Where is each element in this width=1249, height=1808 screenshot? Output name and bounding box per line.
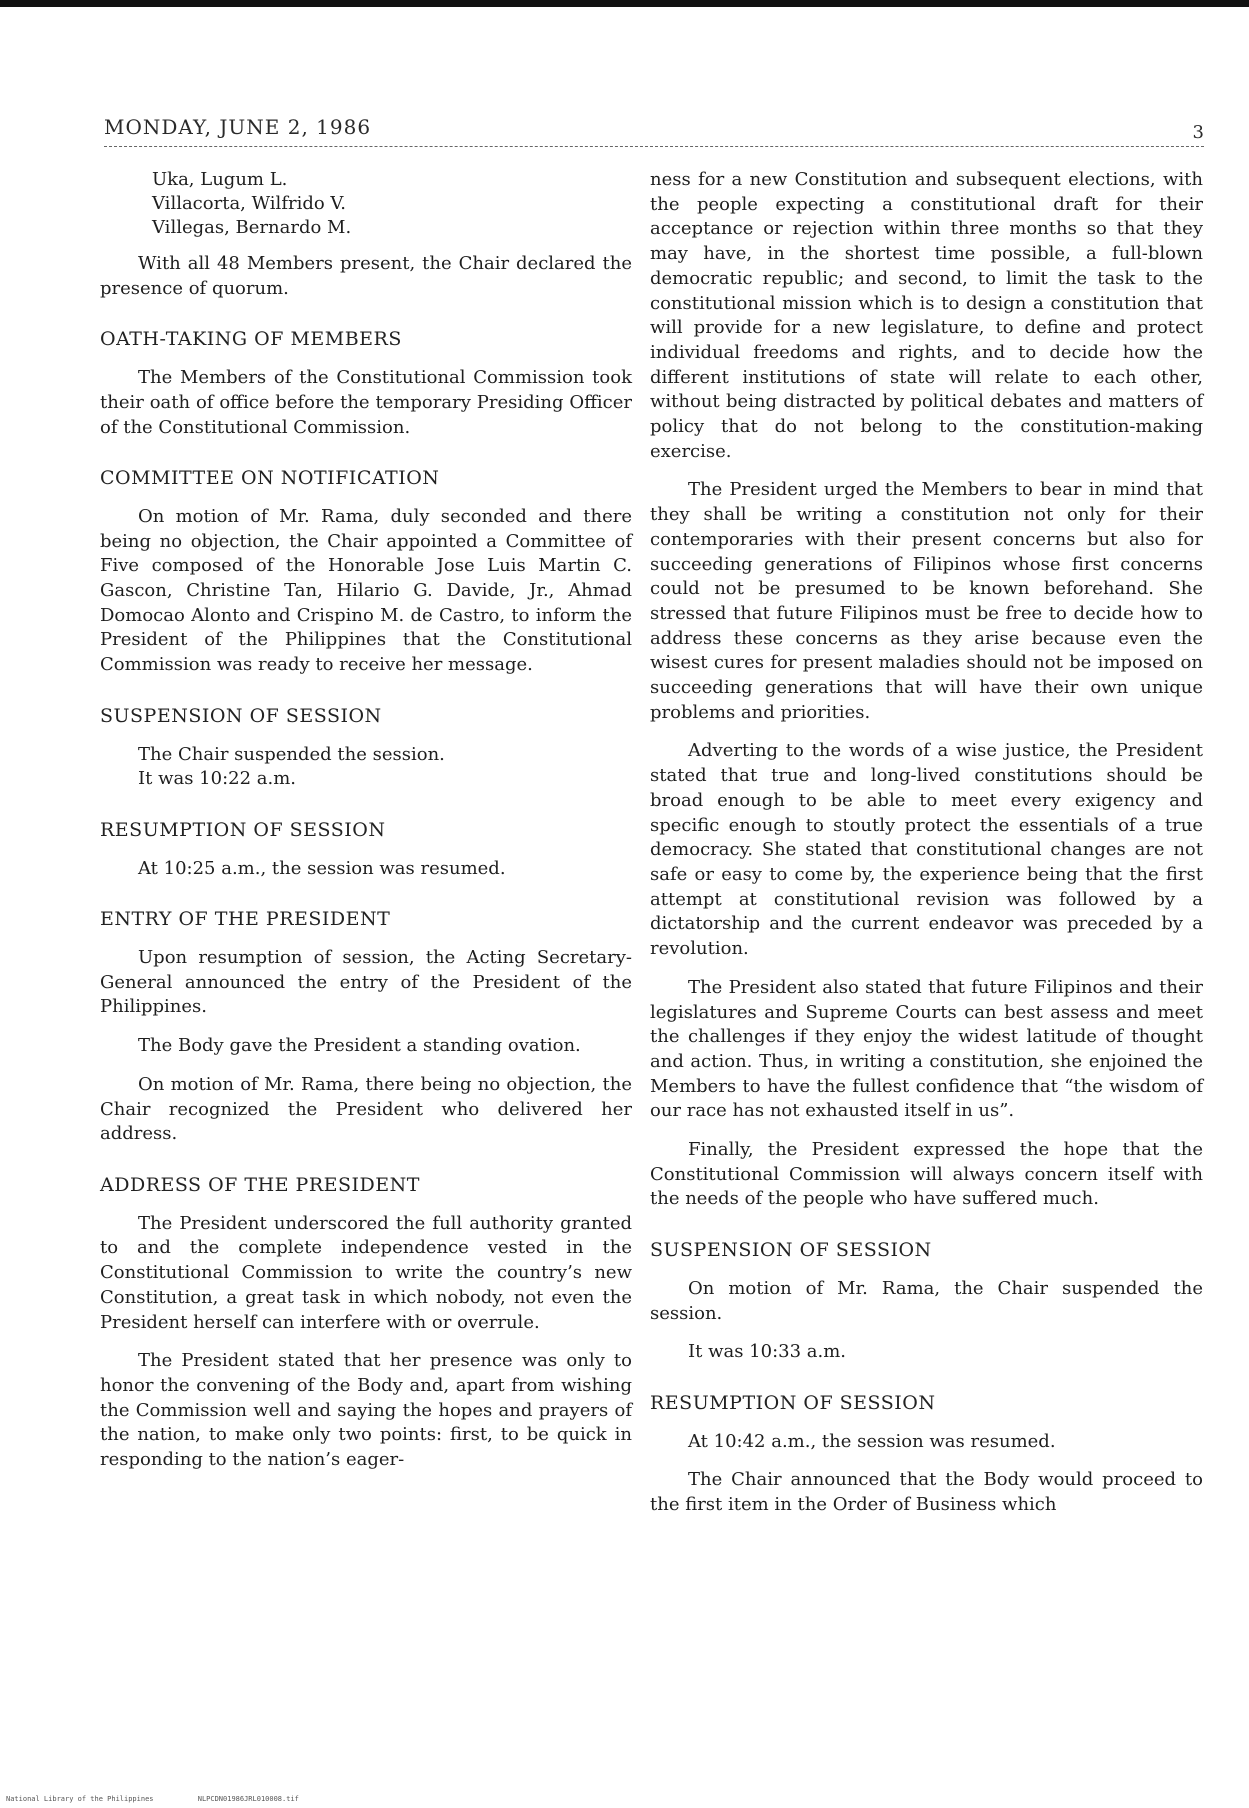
continued-paragraph: ness for a new Constitution and subsequent elections, with the people expecting a constitutional draft for their acceptance or rejection within three months so that they may have, in the shortest time possible, a full-blown democratic republic; and second, to limit the task to the constitutional mission which is to design a constitution that will provide for a new legislature, to define and protect individual freedoms and rights, and to decide how the different institutions of state will relate to each other, without being distracted by political debates and matters of policy that do not belong to the constitution-making exercise. bbox=[650, 169, 1203, 462]
adverting-paragraph: Adverting to the words of a wise justice, the President stated that true and long-lived constitutions should be broad enough to be able to meet every exigency and specific enough to stoutly protect the essentials of a true democracy. She stated that constitutional changes are not safe or easy to come by, the experience being that the first attempt at constitutional revision was followed by a dictatorship and the current endeavor was preceded by a revolution. bbox=[650, 740, 1203, 960]
section-heading-address: ADDRESS OF THE PRESIDENT bbox=[100, 1173, 420, 1196]
left-column bbox=[100, 168, 632, 1487]
future-paragraph: The President also stated that future Filipinos and their legislatures and Supreme Courts can best assess and meet the challenges if they enjoy the widest latitude of thought and action. Thus, in writing a constitution, she enjoined the Members to have the fullest confidence that “the wisdom of our race has not exhausted itself in us”. bbox=[650, 976, 1203, 1122]
top-border-rule bbox=[0, 0, 1249, 7]
address-paragraph: The President underscored the full authority granted to and the complete independence vested in the Constitutional Commission to write the country’s new Constitution, a great task in which nobody, not even the President herself can interfere with or overrule. bbox=[100, 1212, 632, 1333]
section-heading-resumption: RESUMPTION OF SESSION bbox=[650, 1391, 936, 1414]
suspension-time: It was 10:22 a.m. bbox=[138, 768, 297, 790]
finally-paragraph: Finally, the President expressed the hope that the Constitutional Commission will always concern itself with the needs of the people who have suffered much. bbox=[650, 1139, 1203, 1210]
page-number: 3 bbox=[1192, 122, 1204, 143]
section-heading-resumption: RESUMPTION OF SESSION bbox=[100, 818, 386, 841]
entry-paragraph: Upon resumption of session, the Acting Secretary-General announced the entry of the President of the Philippines. bbox=[100, 947, 632, 1018]
suspension-time: It was 10:33 a.m. bbox=[688, 1341, 847, 1363]
notification-paragraph: On motion of Mr. Rama, duly seconded and there being no objection, the Chair appointed a Committee of Five composed of the Honorable Jose Luis Martin C. Gascon, Christine Tan, Hilario G. Davide, Jr., Ahmad Domocao Alonto and Crispino M. de Castro, to inform the President of the Philippines that the Constitutional Commission was ready to receive her message. bbox=[100, 505, 632, 676]
quorum-paragraph: With all 48 Members present, the Chair declared the presence of quorum. bbox=[100, 253, 632, 299]
resumption-paragraph: At 10:42 a.m., the session was resumed. bbox=[688, 1430, 1056, 1452]
section-heading-notification: COMMITTEE ON NOTIFICATION bbox=[100, 467, 440, 490]
order-paragraph: The Chair announced that the Body would proceed to the first item in the Order of Business which bbox=[650, 1469, 1203, 1516]
oath-paragraph: The Members of the Constitutional Commission took their oath of office before the temporary Presiding Officer of the Constitutional Commission. bbox=[100, 367, 632, 438]
ovation-paragraph: The Body gave the President a standing ovation. bbox=[138, 1035, 581, 1057]
address-paragraph: The President stated that her presence was only to honor the convening of the Body and, apart from wishing the Commission well and saying the hopes and prayers of the nation, to make only two points: first, to be quick in responding to the nation’s eager- bbox=[100, 1350, 632, 1471]
section-heading-oath: OATH-TAKING OF MEMBERS bbox=[100, 328, 402, 351]
page-header bbox=[104, 112, 1204, 147]
scan-footer bbox=[6, 1795, 299, 1803]
resumption-paragraph: At 10:25 a.m., the session was resumed. bbox=[138, 857, 506, 879]
member-name-list bbox=[100, 168, 632, 240]
member-name: Uka, Lugum L. bbox=[152, 169, 288, 190]
member-name: Villegas, Bernardo M. bbox=[152, 217, 352, 238]
header-date: MONDAY, JUNE 2, 1986 bbox=[104, 115, 372, 139]
section-heading-entry: ENTRY OF THE PRESIDENT bbox=[100, 908, 391, 931]
right-column bbox=[650, 168, 1203, 1532]
recognized-paragraph: On motion of Mr. Rama, there being no objection, the Chair recognized the President who delivered her address. bbox=[100, 1073, 632, 1145]
member-name: Villacorta, Wilfrido V. bbox=[152, 193, 346, 214]
urged-paragraph: The President urged the Members to bear in mind that they shall be writing a constitution not only for their contemporaries with their present concerns but also for succeeding generations of Filipinos whose first concerns could not be presumed to be known beforehand. She stressed that future Filipinos must be free to decide how to address these concerns as they arise because even the wisest cures for present maladies should not be imposed on succeeding generations that will have their own unique problems and priorities. bbox=[650, 479, 1203, 723]
file-identifier: NLPCDN01986JRL010008.tif bbox=[197, 1795, 299, 1803]
library-credit: National Library of the Philippines bbox=[6, 1795, 154, 1803]
section-heading-suspension: SUSPENSION OF SESSION bbox=[650, 1239, 932, 1262]
section-heading-suspension: SUSPENSION OF SESSION bbox=[100, 704, 382, 727]
suspension-line: The Chair suspended the session. bbox=[138, 743, 445, 765]
suspension-paragraph: On motion of Mr. Rama, the Chair suspended the session. bbox=[650, 1277, 1203, 1324]
